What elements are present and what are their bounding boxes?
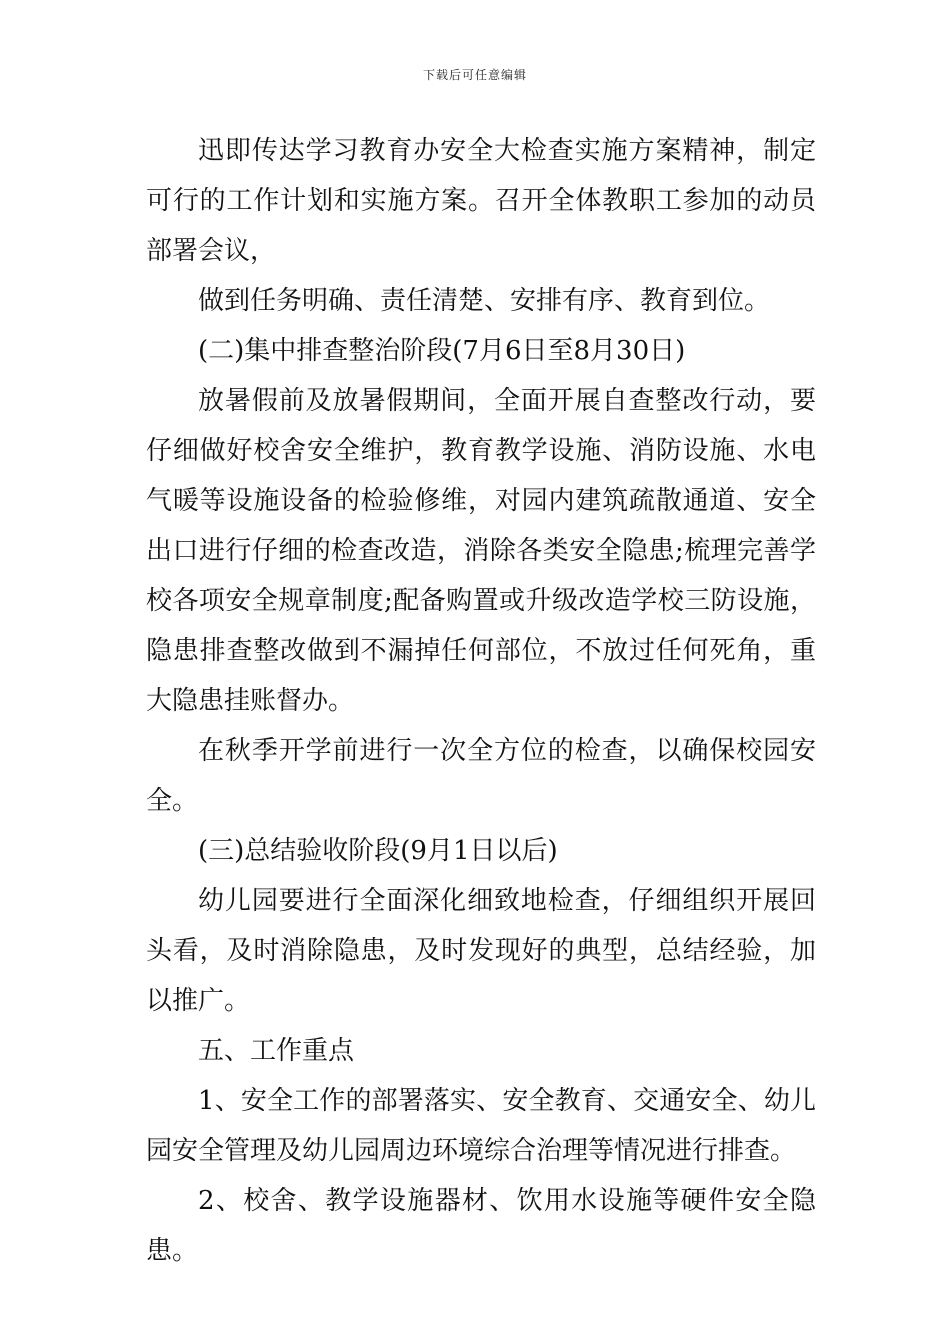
paragraph-task-clarity: 做到任务明确、责任清楚、安排有序、教育到位。 bbox=[198, 286, 771, 316]
heading-work-focus: 五、工作重点 bbox=[198, 1036, 355, 1066]
paragraph-autumn-check: 在秋季开学前进行一次全方位的检查，以确保校园安全。 bbox=[146, 736, 816, 816]
page-header-note: 下载后可任意编辑 bbox=[422, 68, 527, 82]
document-body bbox=[146, 126, 816, 1276]
heading-centralized-inspection: (二)集中排查整治阶段(7月6日至8月30日) bbox=[198, 336, 686, 366]
list-item-focus-1: 1、安全工作的部署落实、安全教育、交通安全、幼儿园安全管理及幼儿园周边环境综合治理等情况进行排查。 bbox=[146, 1086, 816, 1166]
list-item-focus-2: 2、校舍、教学设施器材、饮用水设施等硬件安全隐患。 bbox=[146, 1186, 816, 1266]
heading-summary-acceptance: (三)总结验收阶段(9月1日以后) bbox=[198, 836, 558, 866]
paragraph-summer-inspection: 放暑假前及放暑假期间，全面开展自查整改行动，要仔细做好校舍安全维护，教育教学设施、消防设施、水电气暖等设施设备的检验修维，对园内建筑疏散通道、安全出口进行仔细的检查改造，消除各类安全隐患;梳理完善学校各项安全规章制度;配备购置或升级改造学校三防设施，隐患排查整改做到不漏掉任何部位，不放过任何死角，重大隐患挂账督办。 bbox=[146, 386, 816, 716]
paragraph-kindergarten-review: 幼儿园要进行全面深化细致地检查，仔细组织开展回头看，及时消除隐患，及时发现好的典型，总结经验，加以推广。 bbox=[146, 886, 816, 1016]
paragraph-prep-meeting: 迅即传达学习教育办安全大检查实施方案精神，制定可行的工作计划和实施方案。召开全体教职工参加的动员部署会议， bbox=[146, 136, 816, 266]
